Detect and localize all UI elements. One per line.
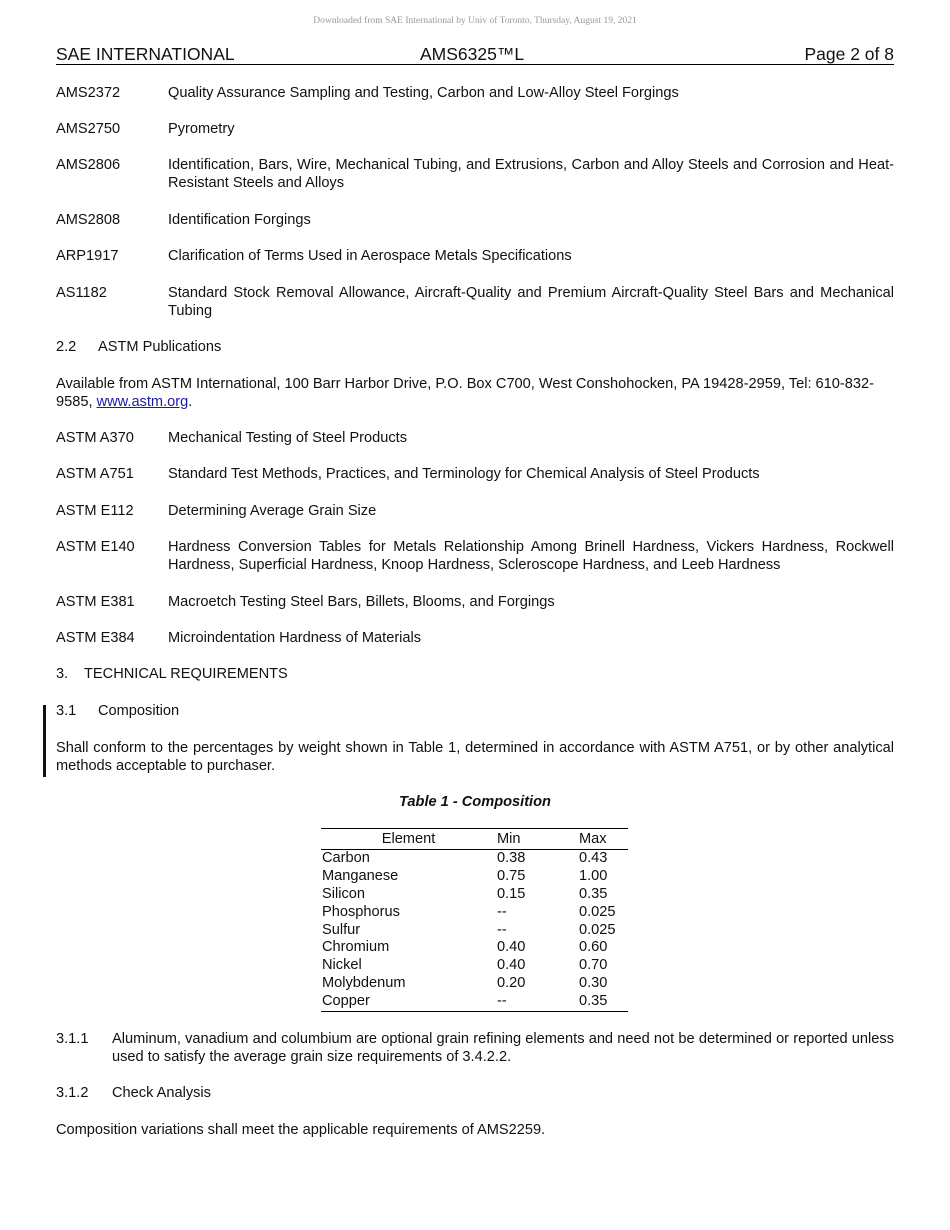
min-cell: 0.40: [497, 939, 526, 956]
column-header-element: Element: [321, 829, 496, 850]
astm-website-link[interactable]: www.astm.org: [96, 394, 189, 410]
composition-paragraph: Shall conform to the percentages by weight shown in Table 1, determined in accordance with ASTM A751, or by other analytical methods acceptable to purchaser.: [56, 740, 894, 774]
max-cell: 0.60: [579, 939, 608, 956]
table-row: [321, 957, 628, 975]
table-row: [321, 939, 628, 957]
max-cell: 0.30: [579, 975, 608, 992]
reference-code: ARP1917: [56, 248, 119, 264]
header-document-number: AMS6325™L: [420, 44, 525, 64]
reference-item: [56, 538, 894, 574]
element-cell: Molybdenum: [322, 975, 406, 992]
element-cell: Copper: [322, 993, 370, 1010]
composition-table: [321, 828, 628, 1012]
min-cell: --: [497, 903, 507, 920]
column-header-min: Min: [496, 829, 578, 850]
reference-description: Hardness Conversion Tables for Metals Relationship Among Brinell Hardness, Vickers Hardness, Rockwell Hardness, Superficial Hardness, Knoop Hardness, Scleroscope Hardness, and Leeb Hardness: [168, 539, 894, 573]
table-row: [321, 922, 628, 940]
table-row: [321, 904, 628, 922]
reference-code: AMS2750: [56, 121, 121, 137]
section-heading-composition: [56, 702, 894, 720]
revision-change-bar: [43, 705, 46, 777]
subsection-text: Aluminum, vanadium and columbium are optional grain refining elements and need not be determined or reported unless used to satisfy the average grain size requirements of 3.4.2.2.: [112, 1031, 894, 1065]
max-cell: 0.70: [579, 957, 608, 974]
min-cell: --: [497, 993, 507, 1010]
download-note: Downloaded from SAE International by Univ of Toronto, Thursday, August 19, 2021: [313, 16, 637, 26]
min-cell: 0.40: [497, 957, 526, 974]
section-heading-technical: [56, 665, 894, 683]
availability-text: Available from ASTM International, 100 Barr Harbor Drive, P.O. Box C700, West Conshohocken, PA 19428-2959, Tel: 610-832-9585,: [56, 376, 874, 410]
reference-description: Microindentation Hardness of Materials: [168, 630, 422, 646]
reference-description: Mechanical Testing of Steel Products: [168, 430, 408, 446]
check-analysis-paragraph: Composition variations shall meet the applicable requirements of AMS2259.: [56, 1122, 546, 1138]
reference-item: [56, 120, 894, 138]
reference-description: Identification Forgings: [168, 212, 311, 228]
section-title: ASTM Publications: [98, 339, 222, 355]
section-number: 3.1.2: [56, 1085, 89, 1101]
subsection-3-1-1: [56, 1030, 894, 1066]
element-cell: Nickel: [322, 957, 362, 974]
reference-item: [56, 465, 894, 483]
element-cell: Chromium: [322, 939, 390, 956]
min-cell: 0.20: [497, 975, 526, 992]
reference-code: ASTM A370: [56, 430, 134, 446]
reference-code: AMS2372: [56, 85, 121, 101]
section-number: 2.2: [56, 339, 77, 355]
reference-code: AMS2806: [56, 157, 121, 173]
section-number: 3.1: [56, 703, 77, 719]
availability-end: .: [188, 394, 193, 410]
reference-item: [56, 502, 894, 520]
reference-description: Clarification of Terms Used in Aerospace Metals Specifications: [168, 248, 572, 264]
reference-item: [56, 84, 894, 102]
table-row: [321, 886, 628, 904]
max-cell: 0.35: [579, 885, 608, 902]
element-cell: Manganese: [322, 867, 399, 884]
section-number: 3.: [56, 666, 69, 682]
element-cell: Carbon: [322, 849, 370, 866]
table-row: [321, 868, 628, 886]
min-cell: --: [497, 921, 507, 938]
reference-item: [56, 593, 894, 611]
table-row: [321, 849, 628, 867]
page-header: [56, 44, 894, 65]
max-cell: 0.43: [579, 849, 608, 866]
reference-description: Standard Stock Removal Allowance, Aircraft-Quality and Premium Aircraft-Quality Steel Bars and Mechanical Tubing: [168, 285, 894, 319]
max-cell: 0.025: [579, 921, 616, 938]
reference-description: Identification, Bars, Wire, Mechanical Tubing, and Extrusions, Carbon and Alloy Steels and Corrosion and Heat-Resistant Steels and Alloys: [168, 157, 894, 191]
reference-description: Standard Test Methods, Practices, and Terminology for Chemical Analysis of Steel Products: [168, 466, 760, 482]
section-heading-astm: [56, 338, 894, 356]
reference-description: Quality Assurance Sampling and Testing, Carbon and Low-Alloy Steel Forgings: [168, 85, 679, 101]
section-number: 3.1.1: [56, 1031, 89, 1047]
reference-code: ASTM E112: [56, 503, 134, 519]
column-header-max: Max: [578, 829, 628, 850]
max-cell: 0.025: [579, 903, 616, 920]
table-row: [321, 975, 628, 993]
reference-description: Pyrometry: [168, 121, 235, 137]
reference-item: [56, 211, 894, 229]
reference-item: [56, 284, 894, 320]
max-cell: 1.00: [579, 867, 608, 884]
section-title: Composition: [98, 703, 180, 719]
reference-description: Macroetch Testing Steel Bars, Billets, Blooms, and Forgings: [168, 594, 555, 610]
reference-code: ASTM E140: [56, 539, 135, 555]
max-cell: 0.35: [579, 993, 608, 1010]
min-cell: 0.15: [497, 885, 526, 902]
min-cell: 0.38: [497, 849, 526, 866]
table-row: [321, 993, 628, 1011]
reference-code: ASTM A751: [56, 466, 134, 482]
reference-item: [56, 156, 894, 192]
header-organization: SAE INTERNATIONAL: [56, 44, 235, 64]
reference-item: [56, 247, 894, 265]
element-cell: Silicon: [322, 885, 365, 902]
element-cell: Sulfur: [322, 921, 361, 938]
header-page-number: Page 2 of 8: [804, 44, 894, 64]
reference-code: ASTM E381: [56, 594, 135, 610]
table-caption: Table 1 - Composition: [399, 794, 551, 810]
min-cell: 0.75: [497, 867, 526, 884]
reference-code: AS1182: [56, 285, 107, 301]
astm-availability: [56, 375, 894, 411]
element-cell: Phosphorus: [322, 903, 400, 920]
reference-item: [56, 629, 894, 647]
table-header-row: [321, 829, 628, 850]
reference-code: AMS2808: [56, 212, 121, 228]
reference-code: ASTM E384: [56, 630, 135, 646]
section-title: Check Analysis: [112, 1085, 211, 1101]
reference-description: Determining Average Grain Size: [168, 503, 377, 519]
section-heading-check-analysis: [56, 1084, 894, 1102]
reference-item: [56, 429, 894, 447]
section-title: TECHNICAL REQUIREMENTS: [84, 666, 288, 682]
